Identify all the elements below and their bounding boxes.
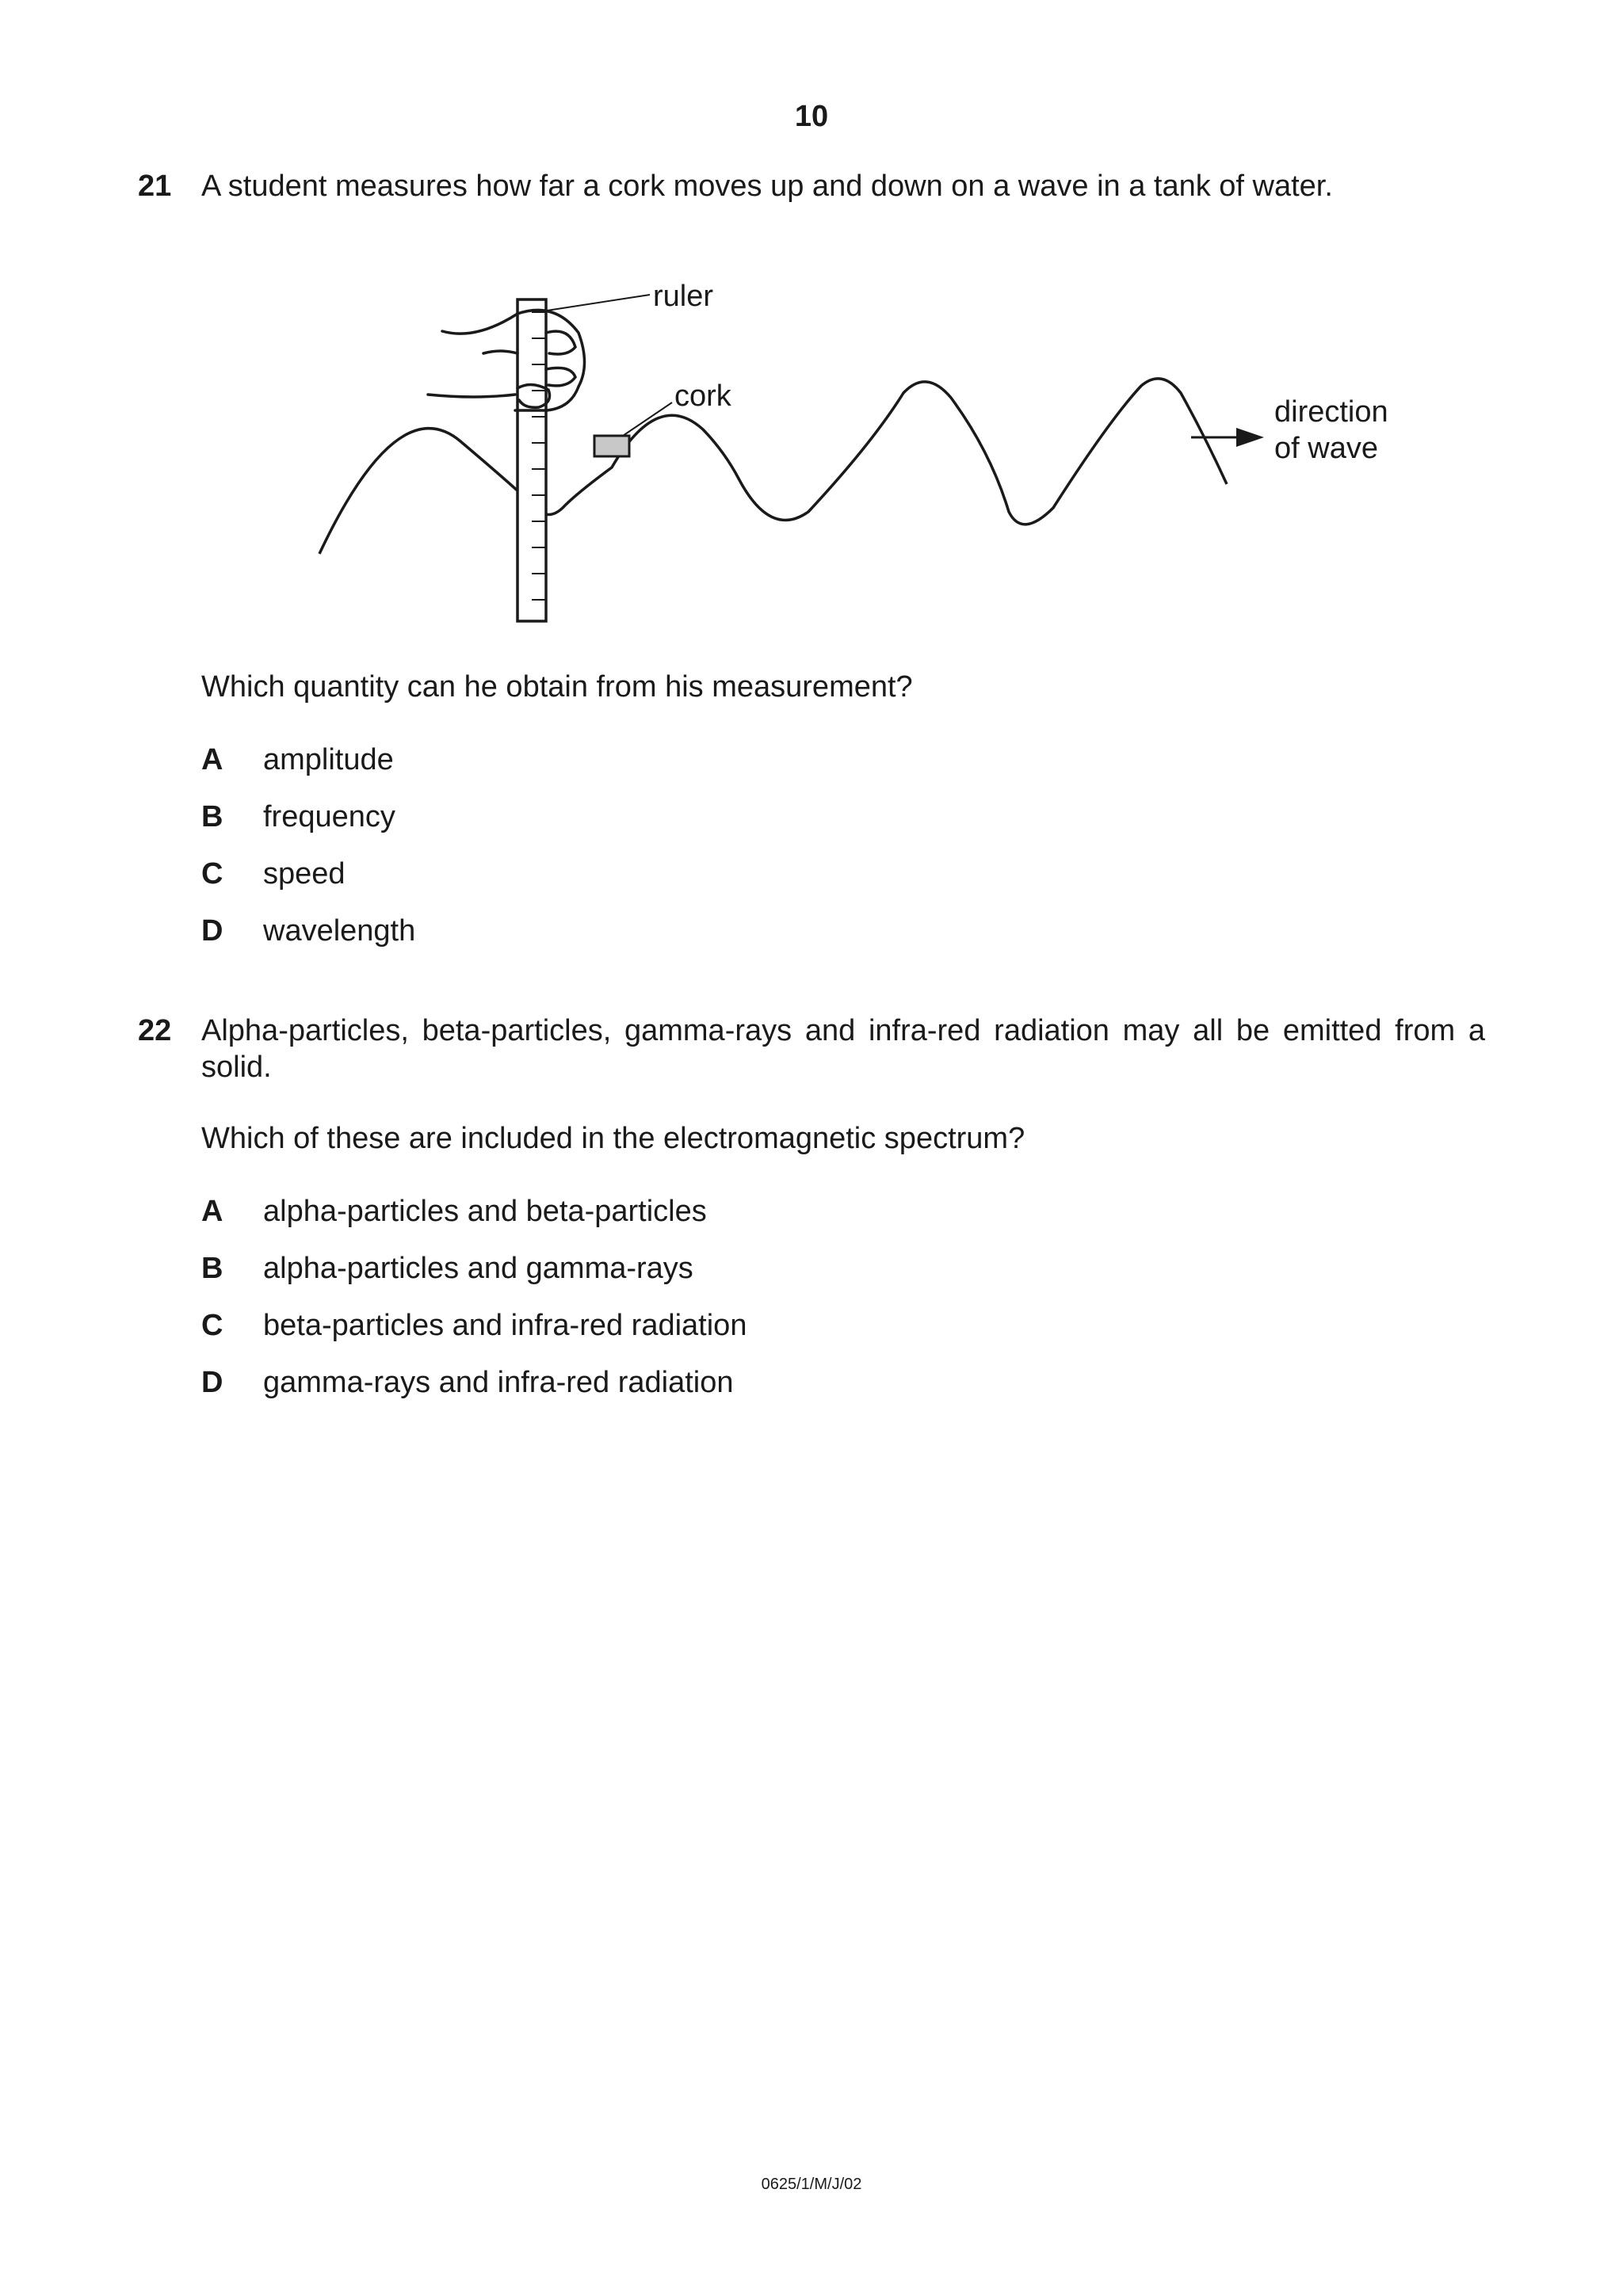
question-number: 21 — [138, 170, 172, 203]
option-text: alpha-particles and gamma-rays — [263, 1252, 693, 1285]
option-a[interactable] — [201, 1193, 994, 1230]
question-prompt: Which of these are included in the electromagnetic spectrum? — [201, 1122, 1025, 1155]
question-text: Alpha-particles, beta-particles, gamma-rays and infra-red radiation may all be emitted from a solid. — [201, 1014, 1485, 1084]
option-text: frequency — [263, 800, 395, 833]
option-letter: C — [201, 1309, 223, 1342]
option-b[interactable] — [201, 1250, 994, 1287]
option-b[interactable] — [201, 799, 994, 835]
option-letter: A — [201, 743, 223, 776]
option-a[interactable] — [201, 742, 994, 778]
option-d[interactable] — [201, 1364, 994, 1401]
option-text: wavelength — [263, 914, 416, 948]
label-cork: cork — [674, 379, 731, 413]
option-text: gamma-rays and infra-red radiation — [263, 1366, 734, 1399]
label-ruler: ruler — [653, 280, 714, 313]
question-22 — [138, 1013, 1485, 1425]
question-text: A student measures how far a cork moves up and down on a wave in a tank of water. — [201, 170, 1333, 203]
question-prompt: Which quantity can he obtain from his measurement? — [201, 670, 913, 704]
option-d[interactable] — [201, 913, 994, 949]
option-letter: C — [201, 857, 223, 891]
question-number: 22 — [138, 1014, 172, 1047]
option-text: amplitude — [263, 743, 394, 776]
water-wave — [319, 379, 1227, 554]
question-21 — [138, 168, 1485, 960]
label-direction-line1: direction — [1274, 395, 1388, 429]
option-letter: B — [201, 800, 223, 833]
option-letter: D — [201, 1366, 223, 1399]
label-direction-line2: of wave — [1274, 432, 1378, 465]
option-text: beta-particles and infra-red radiation — [263, 1309, 747, 1342]
hand — [428, 310, 585, 410]
exam-code-footer: 0625/1/M/J/02 — [761, 2176, 862, 2193]
option-letter: D — [201, 914, 223, 948]
option-c[interactable] — [201, 856, 994, 892]
option-text: speed — [263, 857, 346, 891]
wave-cork-ruler-diagram — [317, 238, 1388, 650]
option-text: alpha-particles and beta-particles — [263, 1195, 707, 1228]
option-c[interactable] — [201, 1307, 994, 1344]
option-letter: B — [201, 1252, 223, 1285]
cork — [594, 436, 629, 456]
page-number: 10 — [794, 100, 829, 133]
option-letter: A — [201, 1195, 223, 1228]
